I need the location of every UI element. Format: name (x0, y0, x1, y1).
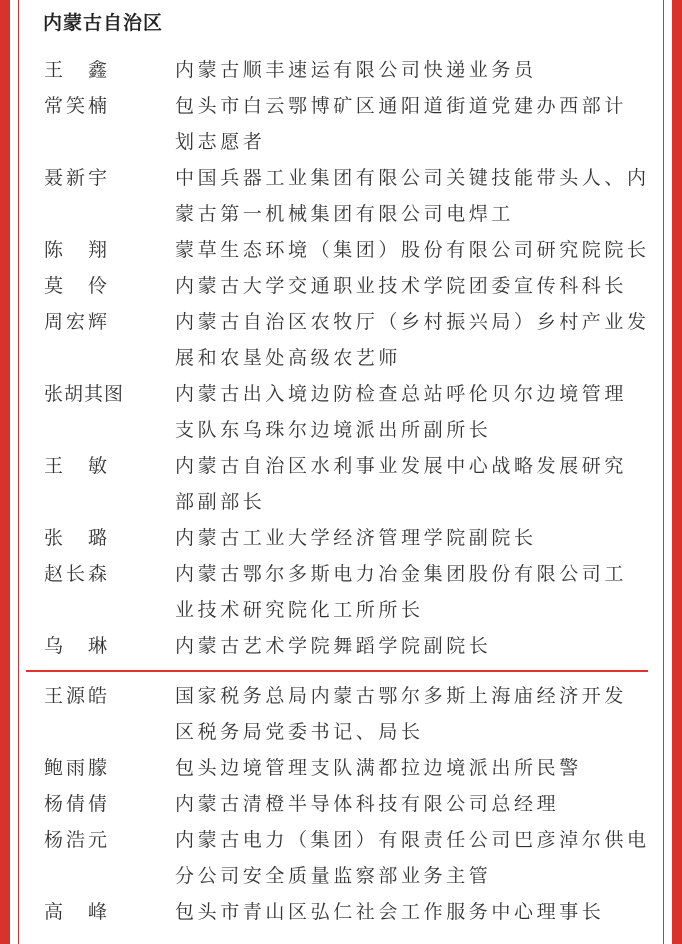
list-item (44, 520, 654, 556)
name-cell (44, 232, 175, 268)
person-name: 张璐 (44, 527, 108, 549)
left-thin-border (18, 0, 19, 944)
position-description (175, 556, 627, 628)
description-line: 展和农垦处高级农艺师 (175, 347, 402, 369)
name-cell (44, 556, 175, 628)
person-name: 常笑楠 (44, 95, 108, 117)
person-name: 莫伶 (44, 275, 108, 297)
position-description (175, 520, 537, 556)
name-cell (44, 160, 175, 232)
name-cell (44, 52, 175, 88)
description-line: 内蒙古自治区水利事业发展中心战略发展研究 (175, 455, 628, 477)
list-item (44, 88, 654, 160)
person-name: 张胡其图 (44, 383, 125, 405)
person-name: 杨倩倩 (44, 793, 108, 815)
description-line: 内蒙古出入境边防检查总站呼伦贝尔边境管理 (175, 383, 628, 405)
description-line: 划志愿者 (175, 131, 266, 153)
description-line: 内蒙古顺丰速运有限公司快递业务员 (175, 59, 537, 81)
name-cell (44, 268, 175, 304)
list-item (44, 556, 654, 628)
description-line: 内蒙古电力（集团）有限责任公司巴彦淖尔供电 (175, 829, 650, 851)
list-item (44, 52, 654, 88)
description-line: 内蒙古工业大学经济管理学院副院长 (175, 527, 537, 549)
position-description (175, 232, 650, 268)
description-line: 内蒙古清橙半导体科技有限公司总经理 (175, 793, 560, 815)
description-line: 国家税务总局内蒙古鄂尔多斯上海庙经济开发 (175, 685, 628, 707)
position-description (175, 786, 559, 822)
person-name: 鲍雨朦 (44, 757, 108, 779)
description-line: 内蒙古鄂尔多斯电力冶金集团股份有限公司工 (175, 563, 628, 585)
list-item (44, 448, 654, 520)
person-name: 杨浩元 (44, 829, 108, 851)
position-description (175, 88, 627, 160)
name-cell (44, 822, 175, 894)
description-line: 内蒙古自治区农牧厅（乡村振兴局）乡村产业发 (175, 311, 650, 333)
list-item (44, 678, 654, 750)
description-line: 分公司安全质量监察部业务主管 (175, 865, 492, 887)
position-description (175, 160, 650, 232)
list-item (44, 160, 654, 232)
right-red-border (672, 0, 682, 944)
position-description (175, 822, 650, 894)
position-description (175, 894, 604, 930)
list-item (44, 232, 654, 268)
name-list (44, 52, 654, 930)
person-name: 赵长森 (44, 563, 108, 585)
description-line: 中国兵器工业集团有限公司关键技能带头人、内 (175, 167, 650, 189)
person-name: 聂新宇 (44, 167, 108, 189)
person-name: 陈翔 (44, 239, 108, 261)
list-item (44, 376, 654, 448)
position-description (175, 628, 491, 664)
list-item (44, 786, 654, 822)
list-item (44, 750, 654, 786)
description-line: 部副部长 (175, 491, 266, 513)
list-item (44, 304, 654, 376)
position-description (175, 304, 650, 376)
position-description (175, 678, 627, 750)
description-line: 包头市青山区弘仁社会工作服务中心理事长 (175, 901, 605, 923)
position-description (175, 750, 582, 786)
red-divider (26, 670, 648, 672)
description-line: 内蒙古大学交通职业技术学院团委宣传科科长 (175, 275, 628, 297)
name-cell (44, 786, 175, 822)
person-name: 乌琳 (44, 635, 108, 657)
person-name: 王源皓 (44, 685, 108, 707)
list-item (44, 822, 654, 894)
description-line: 支队东乌珠尔边境派出所副所长 (175, 419, 492, 441)
person-name: 王敏 (44, 455, 108, 477)
person-name: 王鑫 (44, 59, 108, 81)
left-red-border (0, 0, 10, 944)
description-line: 蒙草生态环境（集团）股份有限公司研究院院长 (175, 239, 650, 261)
name-cell (44, 448, 175, 520)
description-line: 业技术研究院化工所所长 (175, 599, 424, 621)
person-name: 周宏辉 (44, 311, 108, 333)
name-cell (44, 628, 175, 664)
name-cell (44, 304, 175, 376)
position-description (175, 448, 627, 520)
person-name: 高峰 (44, 901, 108, 923)
name-cell (44, 520, 175, 556)
name-cell (44, 894, 175, 930)
description-line: 蒙古第一机械集团有限公司电焊工 (175, 203, 515, 225)
section-title: 内蒙古自治区 (43, 12, 164, 34)
name-cell (44, 88, 175, 160)
list-item (44, 268, 654, 304)
position-description (175, 268, 627, 304)
description-line: 包头市白云鄂博矿区通阳道街道党建办西部计 (175, 95, 628, 117)
right-thin-border (663, 0, 664, 944)
list-item (44, 894, 654, 930)
position-description (175, 376, 627, 448)
description-line: 包头边境管理支队满都拉边境派出所民警 (175, 757, 582, 779)
position-description (175, 52, 537, 88)
name-cell (44, 750, 175, 786)
description-line: 内蒙古艺术学院舞蹈学院副院长 (175, 635, 492, 657)
description-line: 区税务局党委书记、局长 (175, 721, 424, 743)
name-cell (44, 376, 175, 448)
list-item (44, 628, 654, 664)
name-cell (44, 678, 175, 750)
